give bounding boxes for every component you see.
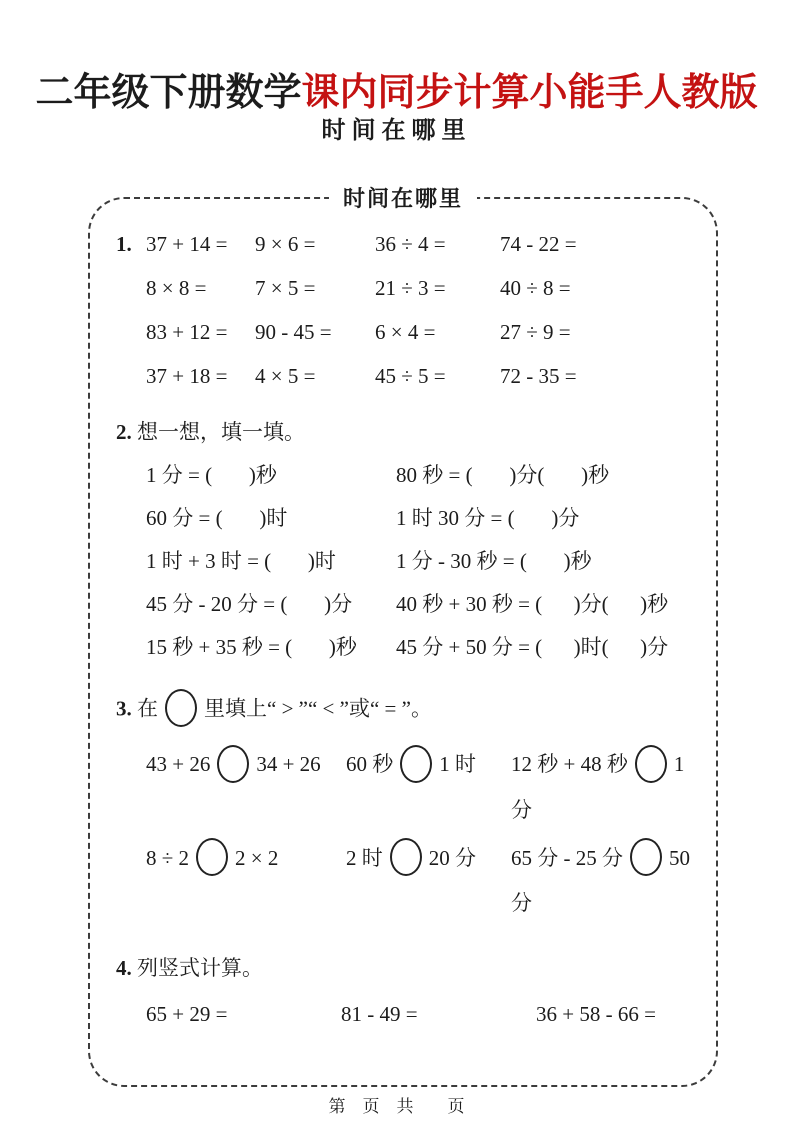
worksheet-subtitle: 时间在哪里 xyxy=(321,118,472,144)
problem-item: 72 - 35 = xyxy=(500,364,577,388)
problem-item xyxy=(511,742,702,832)
section-2-title: 想一想，填一填。 xyxy=(137,420,305,444)
problem-item: 60 分 = ( )时 xyxy=(146,506,288,530)
problem-item xyxy=(346,742,511,832)
problem-item: 45 分 + 50 分 = ( )时( )分 xyxy=(396,635,669,659)
compare-left: 8 ÷ 2 xyxy=(146,845,190,870)
compare-right: 50 分 xyxy=(511,845,696,916)
section-3-title-after: 里填上“ > ”“ < ”或“ = ”。 xyxy=(204,696,432,721)
problem-item: 36 ÷ 4 = xyxy=(375,232,446,256)
problem-item: 1 时 30 分 = ( )分 xyxy=(396,506,580,530)
problem-item: 36 + 58 - 66 = xyxy=(536,1002,656,1027)
section-1-number: 1. xyxy=(116,232,132,256)
problem-item: 1 时 + 3 时 = ( )时 xyxy=(146,549,336,573)
section-1-problems xyxy=(146,229,702,391)
problem-item: 74 - 22 = xyxy=(500,232,577,256)
compare-right: 1 分 xyxy=(511,752,690,822)
problem-item: 45 ÷ 5 = xyxy=(375,364,446,388)
section-3-number: 3. xyxy=(116,696,132,721)
comparison-circle-icon xyxy=(390,838,422,876)
section-3-header xyxy=(116,689,702,732)
problem-item: 7 × 5 = xyxy=(255,276,316,300)
problem-item: 1 分 = ( )秒 xyxy=(146,463,277,487)
section-3 xyxy=(116,689,702,925)
compare-right: 2 × 2 xyxy=(235,845,279,870)
worksheet-box-title: 时间在哪里 xyxy=(329,182,477,213)
page-title xyxy=(0,61,793,116)
compare-right: 1 时 xyxy=(439,752,476,776)
problem-item: 40 秒 + 30 秒 = ( )分( )秒 xyxy=(396,592,669,616)
comparison-circle-icon xyxy=(400,745,432,783)
section-4-number: 4. xyxy=(116,956,132,981)
problem-item: 81 - 49 = xyxy=(341,1002,418,1027)
problem-item: 15 秒 + 35 秒 = ( )秒 xyxy=(146,635,357,659)
section-3-problems xyxy=(146,742,702,925)
problem-item: 37 + 18 = xyxy=(146,364,228,388)
problem-item: 40 ÷ 8 = xyxy=(500,276,571,300)
problem-item: 8 × 8 = xyxy=(146,276,207,300)
section-3-title-before: 在 xyxy=(137,696,158,721)
section-2-header xyxy=(116,417,702,447)
problem-item xyxy=(146,836,346,926)
section-4-problems xyxy=(146,999,702,1029)
section-1 xyxy=(116,229,702,391)
compare-left: 60 秒 xyxy=(346,752,394,776)
worksheet-content xyxy=(90,199,716,1029)
comparison-circle-icon xyxy=(196,838,228,876)
comparison-circle-icon xyxy=(630,838,662,876)
section-4-header xyxy=(116,953,702,983)
section-2 xyxy=(116,417,702,662)
problem-item: 65 + 29 = xyxy=(146,1002,228,1027)
page-title-red-part: 课内同步计算小能手人教版 xyxy=(301,72,758,115)
section-2-problems xyxy=(146,460,702,662)
comparison-circle-icon xyxy=(635,745,667,783)
compare-left: 65 分 - 25 分 xyxy=(511,845,623,870)
problem-item: 90 - 45 = xyxy=(255,320,332,344)
section-4-title: 列竖式计算。 xyxy=(137,956,263,981)
page-title-black-part: 二年级下册数学 xyxy=(35,72,302,115)
section-4 xyxy=(116,953,702,1029)
problem-item: 45 分 - 20 分 = ( )分 xyxy=(146,592,353,616)
problem-item: 1 分 - 30 秒 = ( )秒 xyxy=(396,549,592,573)
compare-right: 34 + 26 xyxy=(256,752,321,776)
compare-right: 20 分 xyxy=(428,845,476,870)
comparison-circle-icon xyxy=(217,745,249,783)
problem-item: 27 ÷ 9 = xyxy=(500,320,571,344)
problem-item: 6 × 4 = xyxy=(375,320,436,344)
problem-item xyxy=(146,742,346,832)
compare-left: 2 时 xyxy=(346,845,383,870)
problem-item: 83 + 12 = xyxy=(146,320,228,344)
problem-item: 21 ÷ 3 = xyxy=(375,276,446,300)
compare-left: 43 + 26 xyxy=(146,752,211,776)
problem-item: 37 + 14 = xyxy=(146,232,228,256)
page-footer: 第 页 共 页 xyxy=(328,1097,465,1116)
problem-item: 80 秒 = ( )分( )秒 xyxy=(396,463,610,487)
compare-left: 12 秒 + 48 秒 xyxy=(511,752,628,776)
problem-item: 4 × 5 = xyxy=(255,364,316,388)
problem-item: 9 × 6 = xyxy=(255,232,316,256)
problem-item xyxy=(511,836,702,926)
worksheet-box xyxy=(88,186,718,1087)
comparison-circle-icon xyxy=(165,689,197,727)
section-2-number: 2. xyxy=(116,420,132,444)
problem-item xyxy=(346,836,511,926)
